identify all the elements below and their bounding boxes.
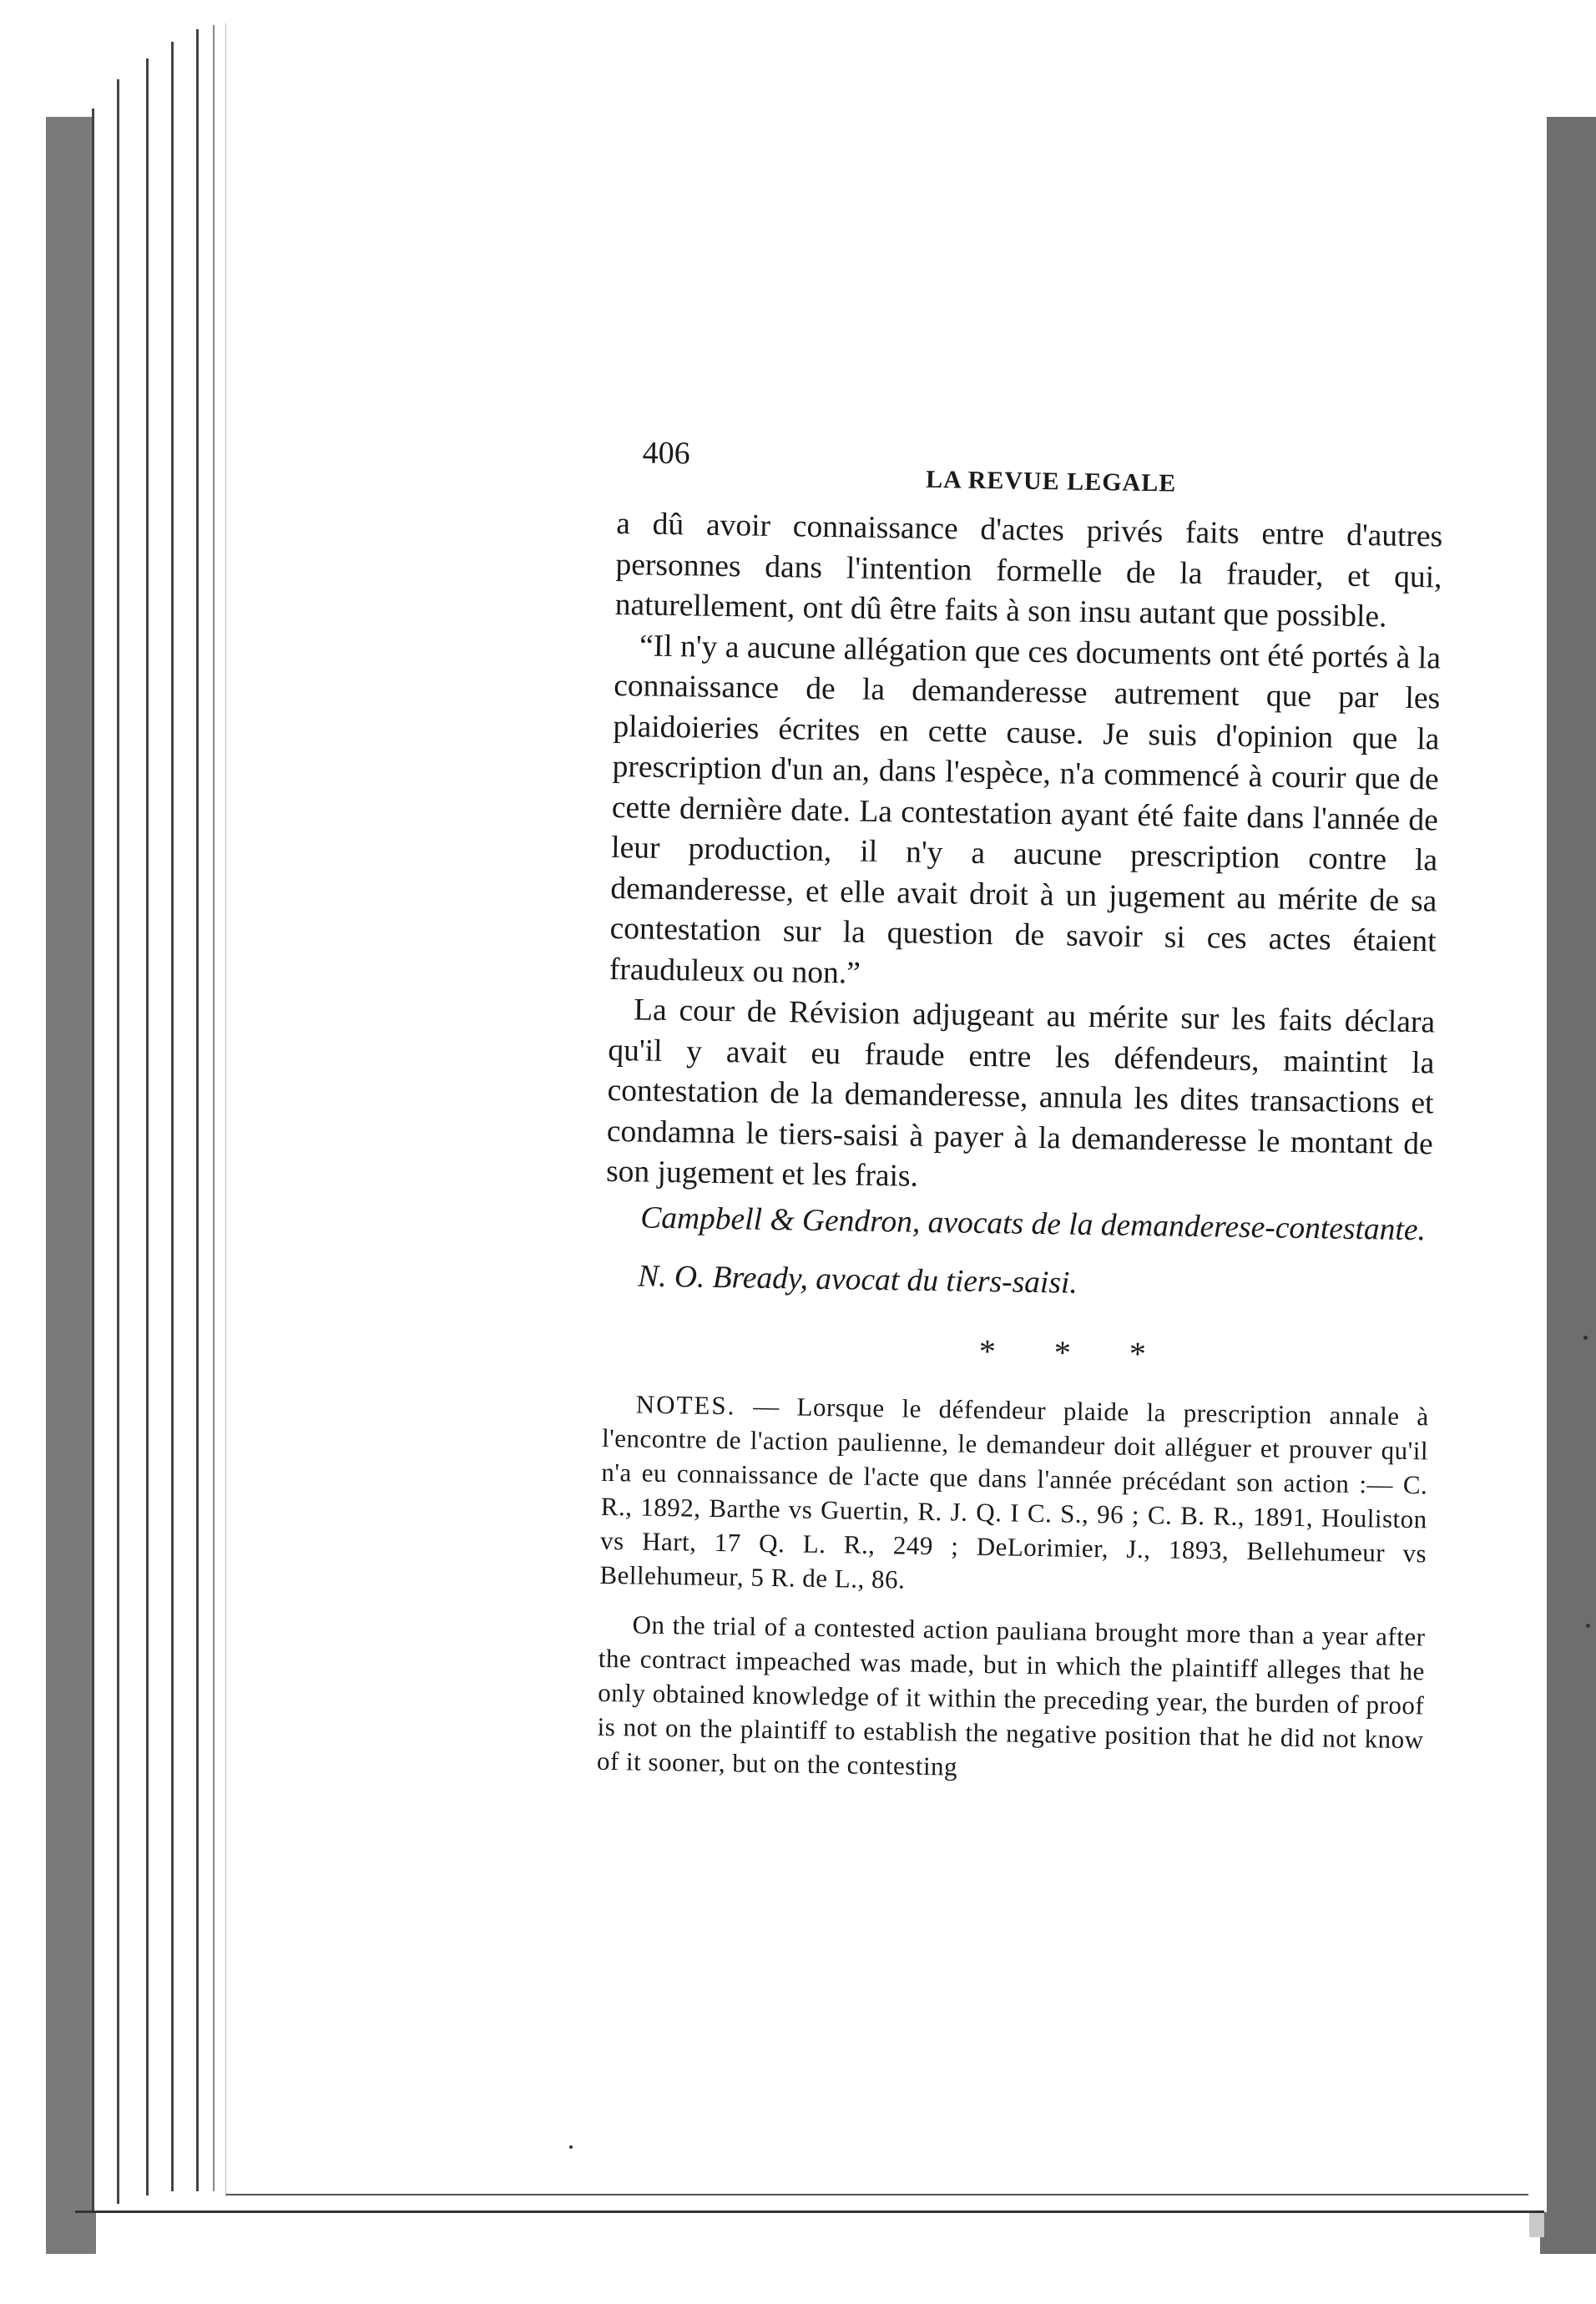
scan-background-left (46, 117, 96, 2254)
paragraph: La cour de Révision adjugeant au mérite sur les faits déclara qu'il y avait eu fraude entre les défendeurs, maintint la contestation de la demanderesse, annula les dites transactions et condamna le tiers-saisi à payer à la demanderesse le montant de son jugement et les frais. (605, 993, 1436, 1194)
scan-background-right (1540, 117, 1596, 2254)
english-text: On the trial of a contested action pauliana brought more than a year after the contract impeached was made, but in which the plaintiff alleges that he only obtained knowledge of it within the preceding year, the burden of proof is not on the plaintiff to establish the negative position that he did not know of it sooner, but on the contesting (596, 1609, 1426, 1781)
notes-label: NOTES. (635, 1388, 736, 1420)
book-bottom-edge (75, 2211, 1544, 2221)
notes-text: — Lorsque le défendeur plaide la prescription annale à l'encontre de l'action paulienne, le demandeur doit alléguer et prouver qu'il n'a eu connaissance de l'acte que dans l'année précédant son action :— C. R., 1892, Barthe vs Guertin, R. J. Q. I C. S., 96 ; C. B. R., 1891, Houliston vs Hart, 17 Q. L. R., 249 ; DeLorimier, J., 1893, Bellehumeur vs Bellehumeur, 5 R. de L., 86. (599, 1391, 1429, 1594)
paragraph: a dû avoir connaissance d'actes privés faits entre d'autres personnes dans l'intention formelle de la frauder, et qui, naturellement, ont dû être faits à son insu autant que possible. (614, 506, 1443, 634)
running-head: LA REVUE LEGALE (925, 465, 1177, 498)
counsel-plaintiff: Campbell & Gendron, avocats de la demanderese-contestante. (639, 1200, 1427, 1247)
page-number: 406 (642, 435, 690, 472)
section-separator: * * * (978, 1331, 1172, 1373)
english-summary (597, 1606, 1426, 1791)
counsel-garnishee: N. O. Bready, avocat du tiers-saisi. (637, 1259, 1078, 1301)
paragraph: “Il n'y a aucune allégation que ces documents ont été portés à la connaissance de la demanderesse autrement que par les plaidoieries écrites en cette cause. Je suis d'opinion que la prescription d'un an, dans l'espèce, n'a commencé à courir que de cette dernière date. La contestation ayant été faite dans l'année de leur production, il n'y a aucune prescription contre la demanderesse, et elle avait droit à un jugement au mérite de sa contestation sur la question de savoir si ces actes étaient frauduleux ou non.” (609, 628, 1442, 991)
page-content (597, 434, 1444, 1791)
notes-block (599, 1386, 1429, 1604)
main-text (606, 504, 1443, 1205)
page-header (617, 434, 1444, 506)
